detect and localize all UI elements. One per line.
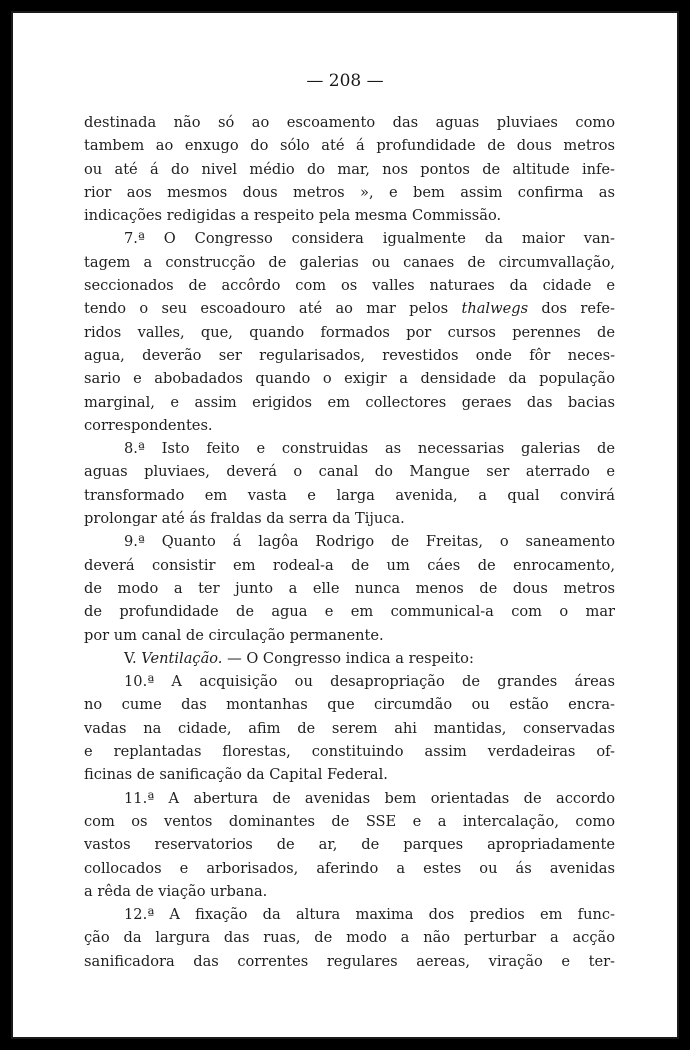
text-line: collocados e arborisados, aferindo a estes ou ás avenidas [84,859,615,877]
text-line: e replantadas florestas, constituindo assim verdadeiras of- [84,743,615,761]
text-line: tagem a construcção de galerias ou canaes de circumvallação, [84,253,615,271]
italic-term: thalwegs [461,300,529,318]
text-line: transformado em vasta e larga avenida, a qual convirá [84,486,615,504]
section-intro: — O Congresso indica a respeito: [222,649,474,667]
text-line: de profundidade de agua e em communical-a com o mar [84,603,615,621]
book-page [11,11,679,1039]
text-line: marginal, e assim erigidos em collectores geraes das bacias [84,393,615,411]
text-line: de modo a ter junto a elle nunca menos de dous metros [84,579,615,597]
text-line: 10.ª A acquisição ou desapropriação de grandes áreas [124,673,615,691]
text-line: vastos reservatorios de ar, de parques apropriadamente [84,836,615,854]
text-line: tambem ao enxugo do sólo até á profundidade de dous metros [84,137,615,155]
text-line: ção da largura das ruas, de modo a não perturbar a acção [84,929,615,947]
text-line: aguas pluviaes, deverá o canal do Mangue ser aterrado e [84,463,615,481]
text-line: sario e abobadados quando o exigir a densidade da população [84,370,615,388]
body-text [84,111,615,973]
text-line: por um canal de circulação permanente. [84,626,384,644]
section-number: V. [124,649,142,667]
text-line: ridos valles, que, quando formados por cursos perennes de [84,323,615,341]
text-line: 12.ª A fixação da altura maxima dos predios em func- [124,906,615,924]
line-end: dos refe- [528,300,615,318]
text-line: agua, deverão ser regularisados, revestidos onde fôr neces- [84,346,615,364]
line-start: tendo o seu escoadouro até ao mar pelos [84,300,462,318]
text-line: ou até á do nivel médio do mar, nos pontos de altitude infe- [84,160,615,178]
text-line: rior aos mesmos dous metros », e bem assim confirma as [84,183,615,201]
text-line: com os ventos dominantes de SSE e a intercalação, como [84,812,615,830]
text-line: seccionados de accôrdo com os valles naturaes da cidade e [84,277,615,295]
section-heading-line [84,647,615,670]
text-line: vadas na cidade, afim de serem ahi mantidas, conservadas [84,719,615,737]
page-number: — 208 — [306,71,384,91]
text-line: ficinas de sanificação da Capital Federal. [84,766,388,784]
text-line: 7.ª O Congresso considera igualmente da maior van- [124,230,615,248]
section-title: Ventilação. [141,649,223,667]
text-line: sanificadora das correntes regulares aereas, viração e ter- [84,952,615,970]
text-line: prolongar até ás fraldas da serra da Tijuca. [84,510,405,528]
text-line: 9.ª Quanto á lagôa Rodrigo de Freitas, o saneamento [124,533,615,551]
text-line: correspondentes. [84,416,213,434]
text-line: destinada não só ao escoamento das aguas pluviaes como [84,114,615,131]
text-line: 8.ª Isto feito e construidas as necessarias galerias de [124,440,615,458]
text-line: 11.ª A abertura de avenidas bem orientadas de accordo [124,789,615,807]
text-line: no cume das montanhas que circumdão ou estão encra- [84,696,615,714]
text-line: indicações redigidas a respeito pela mesma Commissão. [84,207,502,225]
text-line: deverá consistir em rodeal-a de um cáes de enrocamento, [84,556,615,574]
text-line: a rêda de viação urbana. [84,882,268,900]
text-line [84,297,615,320]
